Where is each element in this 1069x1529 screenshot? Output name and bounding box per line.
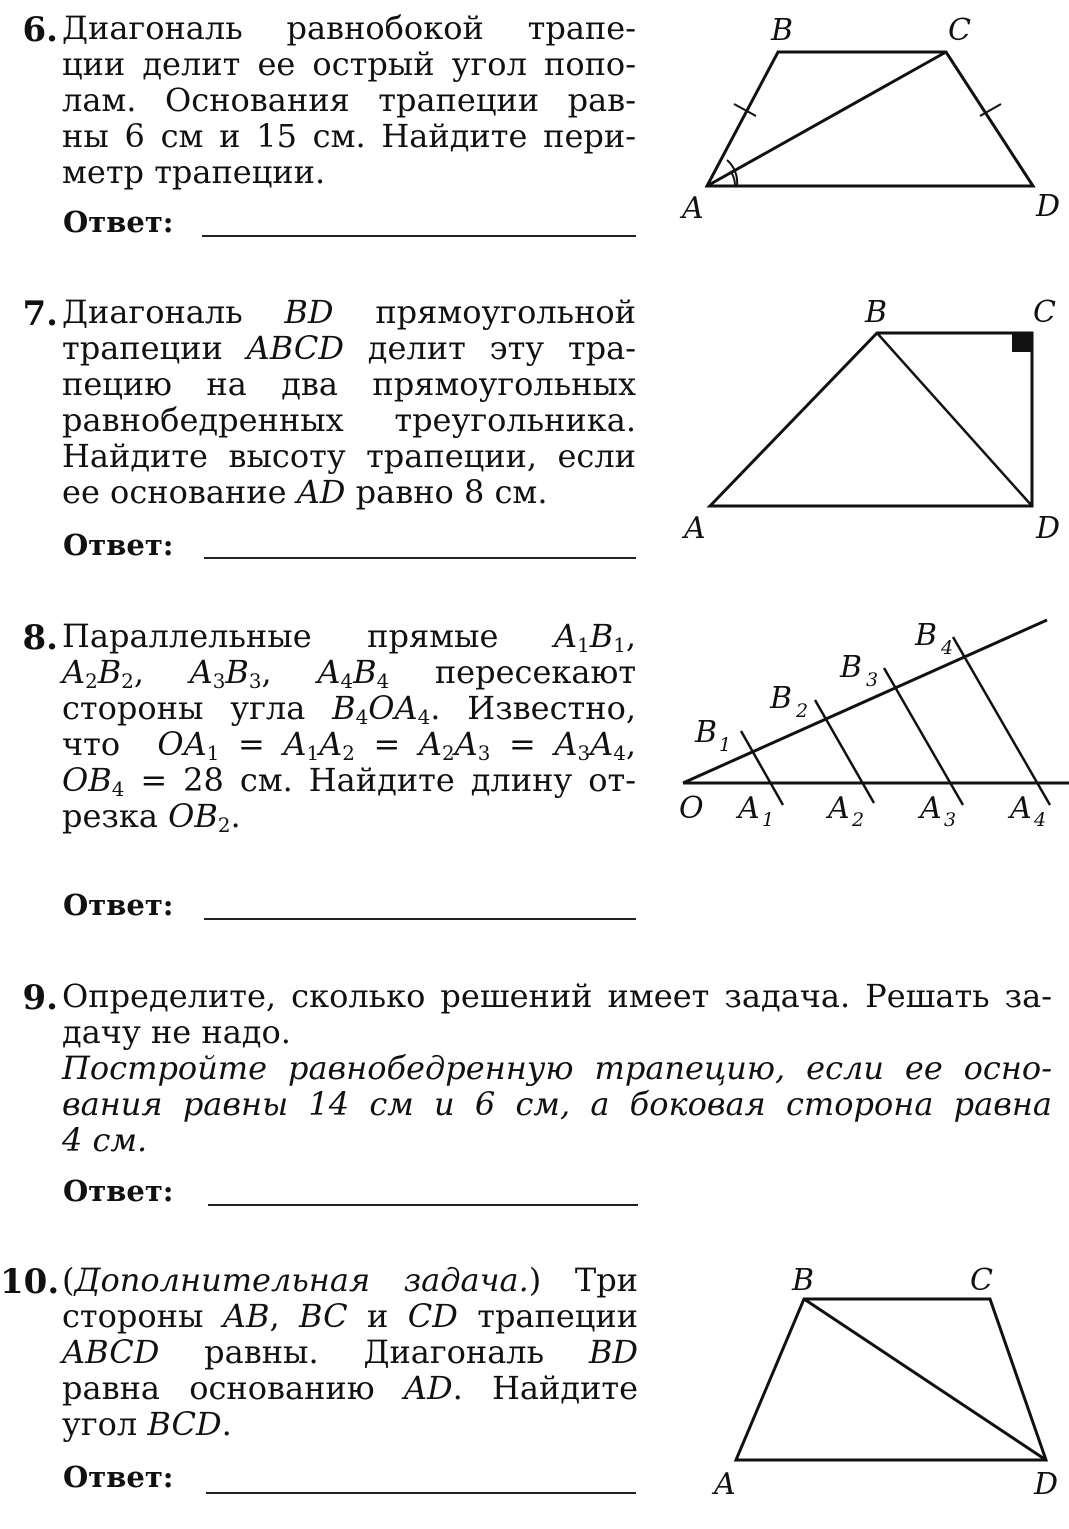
subscript: 2 bbox=[852, 809, 865, 831]
text-line: лам. Основания трапеции рав- bbox=[62, 81, 636, 119]
text-line: что $OA_1 = A_1A_2 = A_2A_3 = A_3A_4$, bbox=[62, 725, 637, 765]
point-label-a4: A bbox=[1010, 791, 1032, 826]
subscript: 3 bbox=[866, 669, 879, 691]
text-line: $OB_4 = 28$ см. Найдите длину от- bbox=[62, 761, 636, 801]
problem-number: 6. bbox=[22, 10, 58, 50]
text-line: Найдите высоту трапеции, если bbox=[62, 437, 636, 475]
text-line: 4 см. bbox=[62, 1121, 148, 1159]
point-label-b3: B bbox=[840, 650, 863, 685]
answer-label: Ответ: bbox=[63, 1460, 174, 1494]
vertex-label-d: D bbox=[1036, 189, 1061, 224]
vertex-label-b: B bbox=[771, 13, 794, 48]
subscript: 1 bbox=[719, 734, 732, 756]
text-line: ны 6 см и 15 см. Найдите пери- bbox=[62, 117, 636, 155]
point-label-o: O bbox=[679, 791, 704, 826]
text-line: дачу не надо. bbox=[62, 1013, 291, 1051]
text-line: ее основание AD равно 8 см. bbox=[62, 473, 548, 511]
point-label-a1: A bbox=[738, 791, 760, 826]
point-label-a2: A bbox=[828, 791, 850, 826]
vertex-label-c: C bbox=[1033, 295, 1056, 330]
point-label-b2: B bbox=[770, 681, 793, 716]
answer-label: Ответ: bbox=[63, 888, 174, 922]
text-line: трапеции ABCD делит эту тра- bbox=[62, 329, 637, 367]
text-line: стороны угла $B_4OA_4$. Известно, bbox=[62, 689, 636, 729]
text-line: вания равны 14 см и 6 см, а боковая сторона равна bbox=[62, 1085, 1052, 1123]
problem-number: 8. bbox=[22, 618, 58, 658]
diagonal-bd bbox=[804, 1299, 1046, 1460]
text-line: равнобедренных треугольника. bbox=[62, 401, 636, 439]
answer-label: Ответ: bbox=[63, 1174, 174, 1208]
vertex-label-b: B bbox=[792, 1263, 815, 1298]
text-line: Диагональ равнобокой трапе- bbox=[62, 9, 636, 47]
subscript: 2 bbox=[796, 700, 809, 722]
problem-number: 10. bbox=[0, 1262, 60, 1302]
point-label-b4: B bbox=[915, 618, 938, 653]
problem-number: 7. bbox=[22, 294, 58, 334]
text-line: стороны AB, BC и CD трапеции bbox=[62, 1297, 639, 1335]
text-line: ABCD равны. Диагональ BD bbox=[62, 1333, 638, 1371]
trapezoid-outline bbox=[736, 1299, 1046, 1460]
text-line: Диагональ BD прямоугольной bbox=[62, 293, 636, 331]
vertex-label-a: A bbox=[714, 1467, 736, 1502]
text-line: равна основанию AD. Найдите bbox=[62, 1369, 638, 1407]
text-line: (Дополнительная задача.) Три bbox=[62, 1261, 638, 1299]
text-line: Постройте равнобедренную трапецию, если ее осно- bbox=[62, 1049, 1052, 1087]
vertex-label-b: B bbox=[865, 295, 888, 330]
vertex-label-d: D bbox=[1036, 511, 1061, 546]
text-line: Определите, сколько решений имеет задача. Решать за- bbox=[62, 977, 1052, 1015]
vertex-label-a: A bbox=[684, 511, 706, 546]
text-line: $A_2B_2$, $A_3B_3$, $A_4B_4$ пересекают bbox=[62, 653, 637, 693]
subscript: 1 bbox=[762, 809, 775, 831]
subscript: 3 bbox=[944, 809, 957, 831]
vertex-label-a: A bbox=[682, 191, 704, 226]
text-line: резка $OB_2$. bbox=[62, 797, 241, 837]
text-line: угол BCD. bbox=[62, 1405, 232, 1443]
text-line: метр трапеции. bbox=[62, 153, 326, 191]
problem-number: 9. bbox=[22, 978, 58, 1018]
answer-label: Ответ: bbox=[63, 528, 174, 562]
text-line: Параллельные прямые $A_1B_1$, bbox=[62, 617, 636, 657]
text-line: пецию на два прямоугольных bbox=[62, 365, 636, 403]
vertex-label-d: D bbox=[1034, 1467, 1059, 1502]
text-line: ции делит ее острый угол попо- bbox=[62, 45, 636, 83]
vertex-label-c: C bbox=[970, 1263, 993, 1298]
vertex-label-c: C bbox=[948, 13, 971, 48]
subscript: 4 bbox=[941, 637, 954, 659]
point-label-b1: B bbox=[695, 715, 718, 750]
answer-label: Ответ: bbox=[63, 205, 174, 239]
point-label-a3: A bbox=[920, 791, 942, 826]
subscript: 4 bbox=[1034, 809, 1047, 831]
